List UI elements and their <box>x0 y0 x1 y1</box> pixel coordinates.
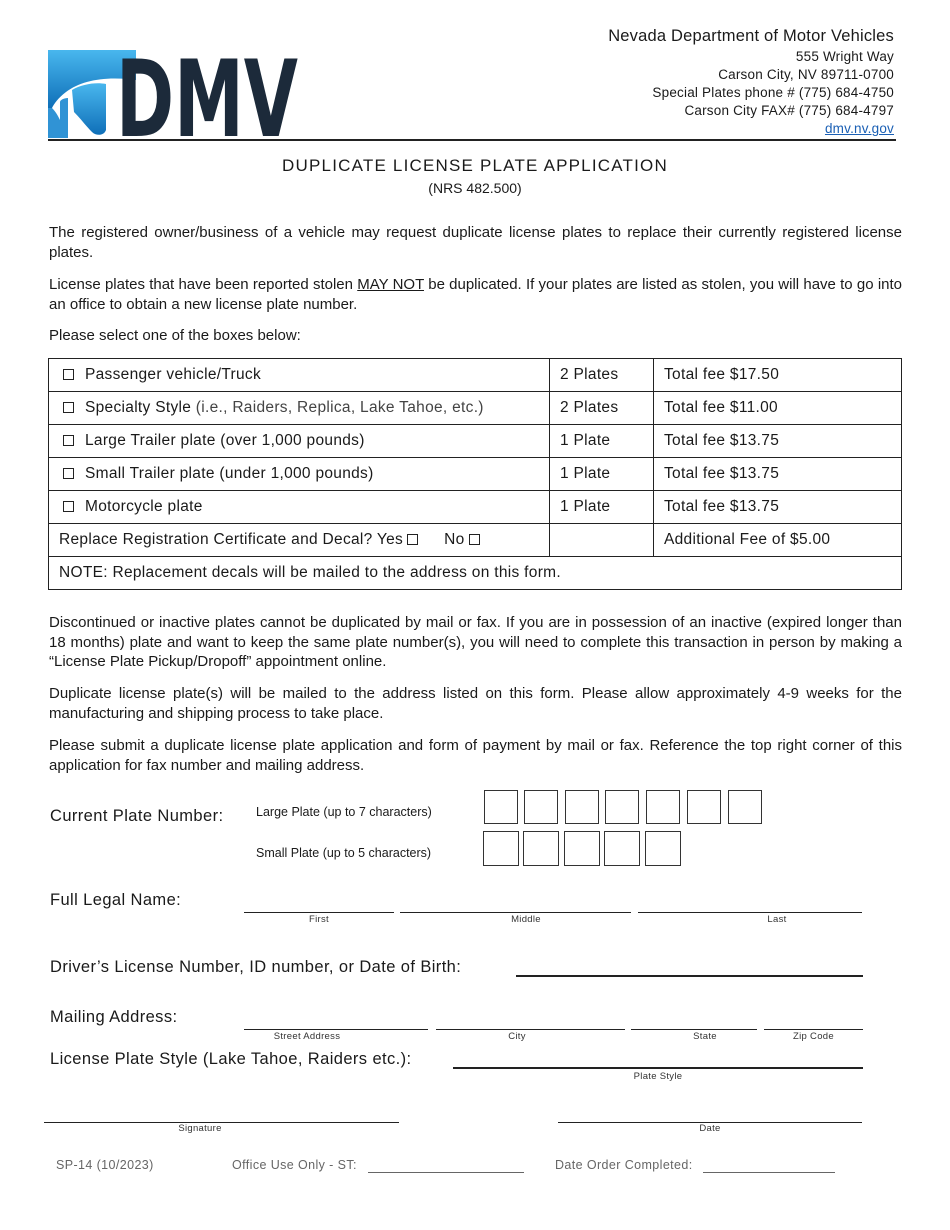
table-row: Passenger vehicle/Truck 2 Plates Total fee $17.50 <box>49 359 902 392</box>
checkbox-replace-no[interactable] <box>469 534 480 545</box>
submit-paragraph: Please submit a duplicate license plate application and form of payment by mail or fax. Reference the top right corner of this application for fax number and mailing address. <box>49 737 902 774</box>
large-plate-char-box[interactable] <box>605 790 639 824</box>
small-plate-char-box[interactable] <box>483 831 519 866</box>
table-row: Specialty Style (i.e., Raiders, Replica, Lake Tahoe, etc.) 2 Plates Total fee $11.00 <box>49 392 902 425</box>
first-name-field[interactable] <box>244 912 394 913</box>
street-caption: Street Address <box>273 1031 341 1042</box>
checkbox-passenger[interactable] <box>63 369 74 380</box>
table-row-replace-registration: Replace Registration Certificate and Decal? Yes No Additional Fee of $5.00 <box>49 524 902 557</box>
small-plate-char-box[interactable] <box>645 831 681 866</box>
state-field[interactable] <box>631 1029 757 1030</box>
fax-number: Carson City FAX# (775) 684-4797 <box>684 103 894 118</box>
address-line-1: 555 Wright Way <box>795 49 894 64</box>
large-plate-char-box[interactable] <box>565 790 599 824</box>
zip-code-field[interactable] <box>764 1029 863 1030</box>
checkbox-large-trailer[interactable] <box>63 435 74 446</box>
city-caption: City <box>508 1031 526 1042</box>
agency-name: Nevada Department of Motor Vehicles <box>608 27 894 45</box>
intro-paragraph-2: License plates that have been reported stolen MAY NOT be duplicated. If your plates are listed as stolen, you will have to go into an office to obtain a new license plate number. <box>49 276 903 313</box>
last-caption: Last <box>767 914 787 925</box>
date-caption: Date <box>699 1123 721 1134</box>
state-caption: State <box>693 1031 717 1042</box>
small-plate-char-box[interactable] <box>604 831 640 866</box>
plate-style-caption: Plate Style <box>633 1071 683 1082</box>
header-divider <box>48 139 896 141</box>
dl-label: Driver’s License Number, ID number, or Date of Birth: <box>50 958 462 976</box>
dmv-logo <box>46 38 301 161</box>
large-plate-label: Large Plate (up to 7 characters) <box>256 805 432 819</box>
large-plate-char-box[interactable] <box>646 790 680 824</box>
mailing-paragraph: Duplicate license plate(s) will be mailed to the address listed on this form. Please allow approximately 4-9 weeks for the manufacturing and shipping process to take place. <box>49 685 902 722</box>
office-use-label: Office Use Only - ST: <box>232 1158 357 1172</box>
phone-number: Special Plates phone # (775) 684-4750 <box>652 85 894 100</box>
large-plate-char-box[interactable] <box>524 790 558 824</box>
zip-caption: Zip Code <box>793 1031 834 1042</box>
middle-caption: Middle <box>511 914 541 925</box>
date-completed-label: Date Order Completed: <box>555 1158 693 1172</box>
full-name-label: Full Legal Name: <box>50 891 182 909</box>
first-caption: First <box>309 914 329 925</box>
form-title: DUPLICATE LICENSE PLATE APPLICATION <box>282 156 668 175</box>
table-row: Large Trailer plate (over 1,000 pounds) 1 Plate Total fee $13.75 <box>49 425 902 458</box>
plate-number-label: Current Plate Number: <box>50 807 224 825</box>
select-instruction: Please select one of the boxes below: <box>49 327 301 344</box>
fee-table <box>48 358 902 590</box>
date-completed-field[interactable] <box>703 1172 835 1173</box>
checkbox-small-trailer[interactable] <box>63 468 74 479</box>
mailing-address-label: Mailing Address: <box>50 1008 178 1026</box>
address-line-2: Carson City, NV 89711-0700 <box>718 67 894 82</box>
checkbox-motorcycle[interactable] <box>63 501 74 512</box>
plate-style-field[interactable] <box>453 1067 863 1069</box>
intro-paragraph-1: The registered owner/business of a vehicle may request duplicate license plates to replace their currently registered license plates. <box>49 224 902 261</box>
middle-name-field[interactable] <box>400 912 631 913</box>
table-row: Small Trailer plate (under 1,000 pounds) 1 Plate Total fee $13.75 <box>49 458 902 491</box>
plate-style-label: License Plate Style (Lake Tahoe, Raiders etc.): <box>50 1050 412 1068</box>
table-row-note: NOTE: Replacement decals will be mailed to the address on this form. <box>49 557 902 590</box>
last-name-field[interactable] <box>638 912 862 913</box>
large-plate-char-box[interactable] <box>728 790 762 824</box>
dl-field[interactable] <box>516 975 863 977</box>
may-not-emphasis: MAY NOT <box>357 276 424 293</box>
table-row: Motorcycle plate 1 Plate Total fee $13.75 <box>49 491 902 524</box>
form-id: SP-14 (10/2023) <box>56 1158 154 1172</box>
inactive-plates-paragraph: Discontinued or inactive plates cannot be duplicated by mail or fax. If you are in possession of an inactive (expired longer than 18 months) plate and want to keep the same plate number(s), you will need to complete this transaction in person by making a “License Plate Pickup/Dropoff” appointment online. <box>49 614 902 670</box>
small-plate-char-box[interactable] <box>564 831 600 866</box>
street-address-field[interactable] <box>244 1029 428 1030</box>
checkbox-specialty[interactable] <box>63 402 74 413</box>
office-use-field[interactable] <box>368 1172 524 1173</box>
form-subtitle: (NRS 482.500) <box>428 180 522 196</box>
logo-text: DMV <box>116 38 298 161</box>
large-plate-char-box[interactable] <box>484 790 518 824</box>
checkbox-replace-yes[interactable] <box>407 534 418 545</box>
signature-caption: Signature <box>178 1123 222 1134</box>
small-plate-char-box[interactable] <box>523 831 559 866</box>
large-plate-char-box[interactable] <box>687 790 721 824</box>
website-link[interactable]: dmv.nv.gov <box>824 121 894 136</box>
small-plate-label: Small Plate (up to 5 characters) <box>256 846 432 860</box>
city-field[interactable] <box>436 1029 625 1030</box>
